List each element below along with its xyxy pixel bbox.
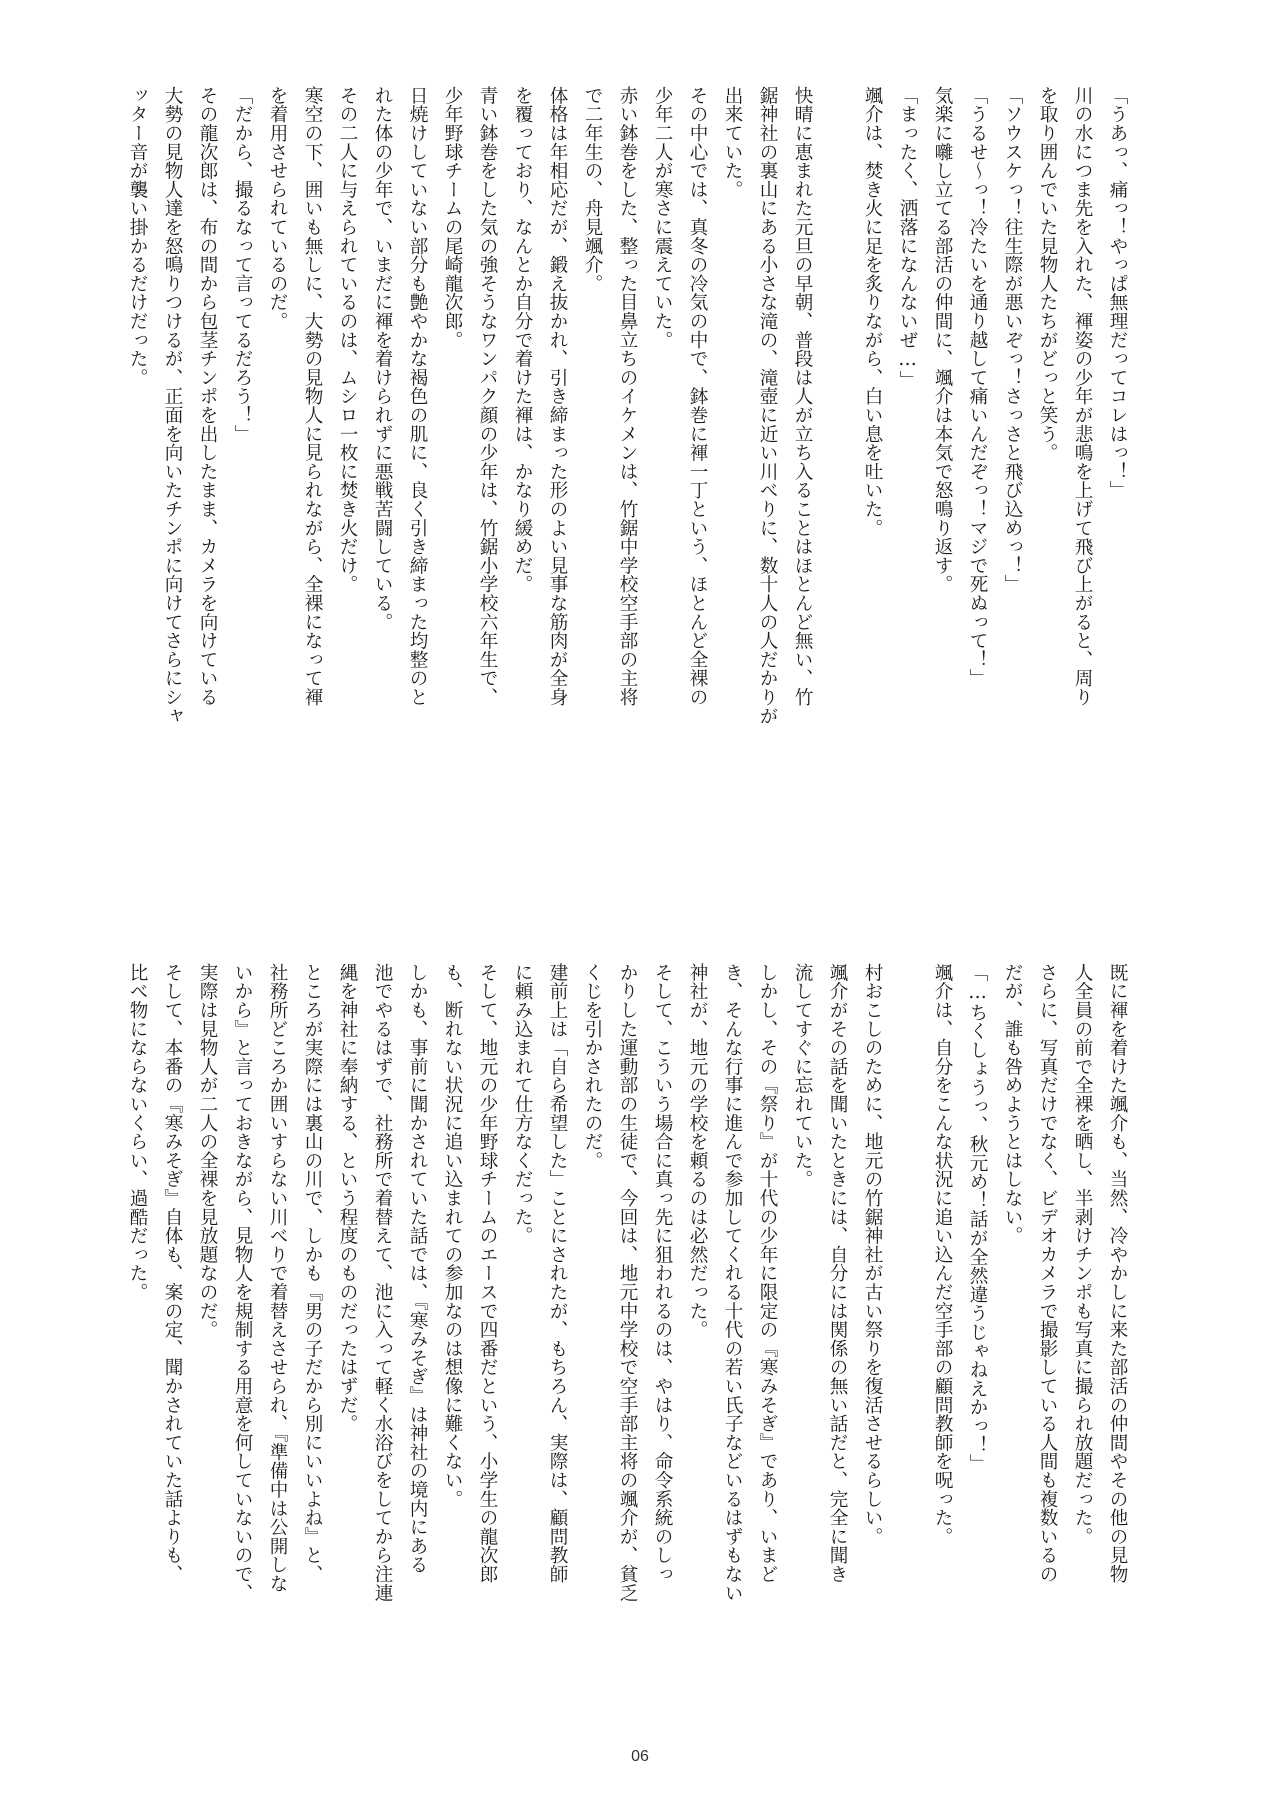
text-line: そして、地元の少年野球チームのエースで四番だという、小学生の龍次郎: [477, 963, 498, 1584]
text-line: かりした運動部の生徒で、今回は、地元中学校で空手部主将の颯介が、貧乏: [617, 963, 638, 1603]
text-line: 「うるせ～っ！冷たいを通り越して痛いんだぞっ！マジで死ぬって！」: [967, 86, 988, 688]
text-line: さらに、写真だけでなく、ビデオカメラで撮影している人間も複数いるの: [1037, 963, 1058, 1584]
text-line: れた体の少年で、いまだに褌を着けられずに悪戦苦闘している。: [372, 86, 393, 632]
text-line: を取り囲んでいた見物人たちがどっと笑う。: [1037, 86, 1058, 462]
text-line: 出来ていた。: [722, 86, 743, 199]
text-line: に頼み込まれて仕方なくだった。: [512, 963, 533, 1245]
upper-text-block: [120, 86, 1135, 831]
text-line: 川の水につま先を入れた、褌姿の少年が悲鳴を上げて飛び上がると、周り: [1072, 86, 1093, 707]
text-line: 神社が、地元の学校を頼るのは必然だった。: [687, 963, 708, 1339]
text-line: 実際は見物人が二人の全裸を見放題なのだ。: [197, 963, 218, 1339]
text-line: 「…ちくしょうっ、秋元め！話が全然違うじゃねえかっ！」: [967, 963, 988, 1473]
text-line: 比べ物にならないくらい、過酷だった。: [127, 963, 148, 1302]
text-line: 「うあっ、痛っ！やっぱ無理だってコレはっ！」: [1107, 86, 1128, 500]
text-line: 寒空の下、囲いも無しに、大勢の見物人に見られながら、全裸になって褌: [302, 86, 323, 707]
text-line: その龍次郎は、布の間から包茎チンポを出したまま、カメラを向けている: [197, 86, 218, 707]
text-line: も、断れない状況に追い込まれての参加なのは想像に難くない。: [442, 963, 463, 1509]
text-line: 流してすぐに忘れていた。: [792, 963, 813, 1189]
text-line: 建前上は「自ら希望した」ことにされたが、もちろん、実際は、顧問教師: [547, 963, 568, 1584]
text-line: くじを引かされたのだ。: [582, 963, 603, 1170]
text-line: そして、本番の『寒みそぎ』自体も、案の定、聞かされていた話よりも、: [162, 963, 183, 1584]
text-line: 快晴に恵まれた元旦の早朝、普段は人が立ち入ることはほとんど無い、竹: [792, 86, 813, 707]
lower-text-block: [120, 963, 1135, 1708]
text-line: 赤い鉢巻をした、整った目鼻立ちのイケメンは、竹鋸中学校空手部の主将: [617, 86, 638, 707]
text-line: [890, 963, 925, 1708]
text-line: いから』と言っておきながら、見物人を規制する用意を何していないので、: [232, 963, 253, 1603]
text-line: を着用させられているのだ。: [267, 86, 288, 331]
text-line: 少年二人が寒さに震えていた。: [652, 86, 673, 350]
text-line: 颯介がその話を聞いたときには、自分には関係の無い話だと、完全に聞き: [827, 963, 848, 1584]
text-line: ッター音が襲い掛かるだけだった。: [127, 86, 148, 387]
text-line: だが、誰も咎めようとはしない。: [1002, 963, 1023, 1245]
text-line: 日焼けしていない部分も艶やかな褐色の肌に、良く引き締まった均整のと: [407, 86, 428, 707]
text-line: しかも、事前に聞かされていた話では、『寒みそぎ』は神社の境内にある: [407, 963, 428, 1575]
text-line: 既に褌を着けた颯介も、当然、冷やかしに来た部活の仲間やその他の見物: [1107, 963, 1128, 1584]
text-line: を覆っており、なんとか自分で着けた褌は、かなり緩めだ。: [512, 86, 533, 594]
text-line: 大勢の見物人達を怒鳴りつけるが、正面を向いたチンポに向けてさらにシャ: [162, 86, 183, 726]
text-line: その二人に与えられているのは、ムシロ一枚に焚き火だけ。: [337, 86, 358, 594]
text-line: ところが実際には裏山の川で、しかも『男の子だから別にいいよね』と、: [302, 963, 323, 1584]
text-line: しかし、その『祭り』が十代の少年に限定の『寒みそぎ』であり、いまど: [757, 963, 778, 1584]
text-line: 社務所どころか囲いすらない川べりで着替えさせられ、『準備中は公開しな: [267, 963, 288, 1593]
text-line: き、そんな行事に進んで参加してくれる十代の若い氏子などいるはずもない: [722, 963, 743, 1603]
text-line: 気楽に囃し立てる部活の仲間に、颯介は本気で怒鳴り返す。: [932, 86, 953, 594]
text-line: で二年生の、舟見颯介。: [582, 86, 603, 293]
text-line: 「ソウスケっ！往生際が悪いぞっ！さっさと飛び込めっ！」: [1002, 86, 1023, 594]
text-line: [820, 86, 855, 831]
text-line: 縄を神社に奉納する、という程度のものだったはずだ。: [337, 963, 358, 1433]
text-line: 池でやるはずで、社務所で着替えて、池に入って軽く水浴びをしてから注連: [372, 963, 393, 1603]
text-line: 「だから、撮るなって言ってるだろう！」: [232, 86, 253, 444]
text-line: 青い鉢巻をした気の強そうなワンパク顔の少年は、竹鋸小学校六年生で、: [477, 86, 498, 707]
text-line: そして、こういう場合に真っ先に狙われるのは、やはり、命令系統のしっ: [652, 963, 673, 1584]
text-line: 颯介は、焚き火に足を炙りながら、白い息を吐いた。: [862, 86, 883, 538]
page-number: 06: [631, 1748, 649, 1765]
text-line: 鋸神社の裏山にある小さな滝の、滝壺に近い川べりに、数十人の人だかりが: [757, 86, 778, 726]
text-line: 人全員の前で全裸を晒し、半剥けチンポも写真に撮られ放題だった。: [1072, 963, 1093, 1546]
text-line: 村おこしのために、地元の竹鋸神社が古い祭りを復活させるらしい。: [862, 963, 883, 1546]
text-line: その中心では、真冬の冷気の中で、鉢巻に褌一丁という、ほとんど全裸の: [687, 86, 708, 707]
text-line: 体格は年相応だが、鍛え抜かれ、引き締まった形のよい見事な筋肉が全身: [547, 86, 568, 707]
text-line: 「まったく、洒落になんないぜ…」: [897, 86, 918, 390]
text-line: 颯介は、自分をこんな状況に追い込んだ空手部の顧問教師を呪った。: [932, 963, 953, 1546]
text-line: 少年野球チームの尾崎龍次郎。: [442, 86, 463, 350]
